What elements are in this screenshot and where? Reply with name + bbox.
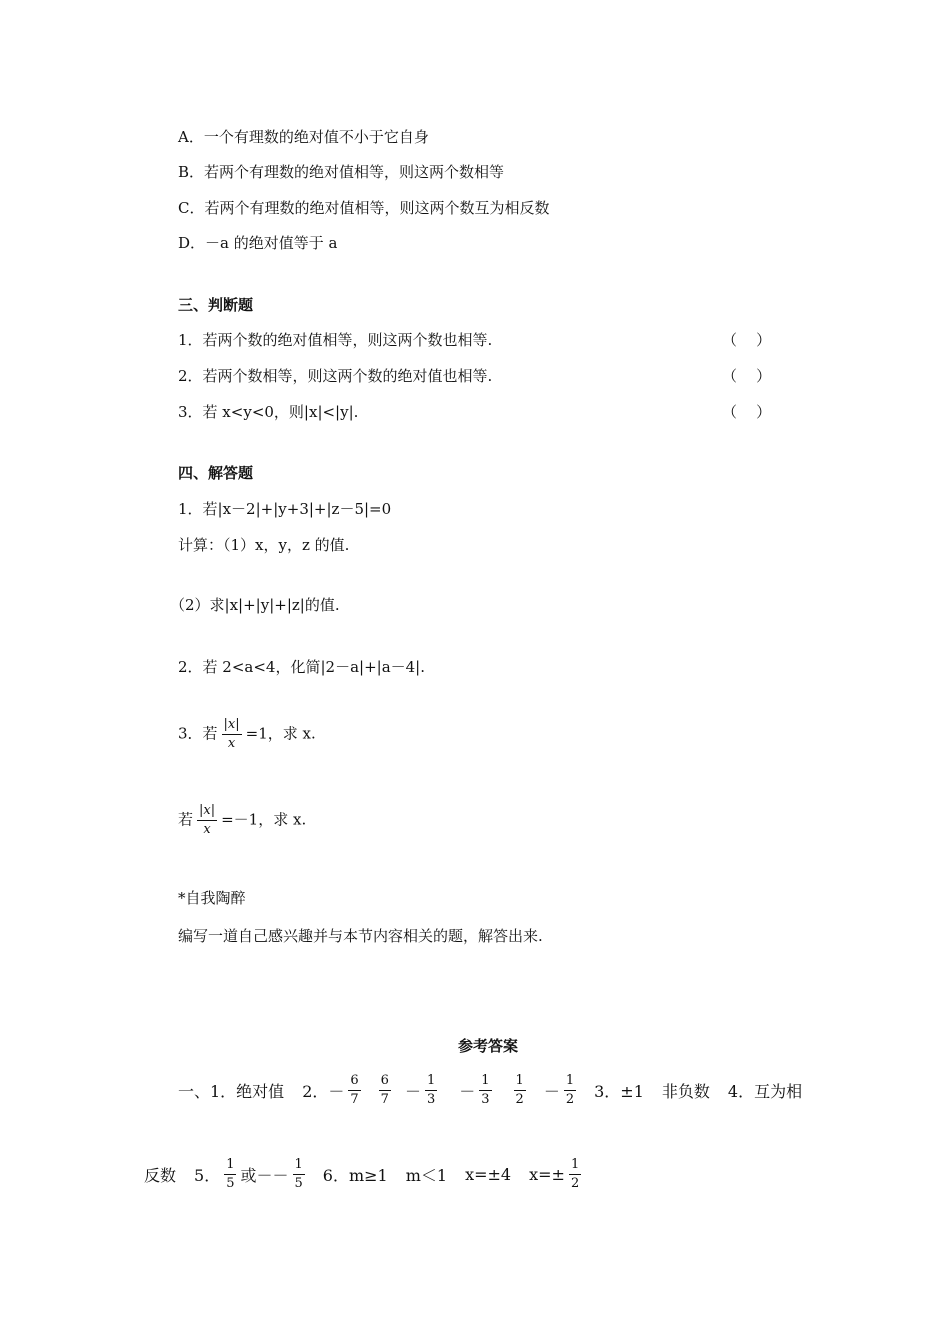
section-heading-solve: 四、解答题 [178, 464, 254, 482]
fraction [514, 1072, 526, 1109]
answer-3: 3．±1 [594, 1082, 644, 1101]
self-reflection-text: 编写一道自己感兴趣并与本节内容相关的题，解答出来. [178, 927, 543, 945]
fraction-denominator: x [203, 822, 211, 837]
fraction-denominator: 7 [380, 1092, 389, 1107]
fraction-denominator: 5 [226, 1176, 235, 1191]
answer-paren-3: （ ） [722, 403, 772, 421]
answer-2-label: 2．－ [302, 1082, 345, 1101]
question-1: 1．若|x－2|+|y+3|+|z－5|=0 [178, 500, 392, 518]
fraction-numerator: 6 [348, 1072, 360, 1091]
fraction [564, 1072, 576, 1109]
answer-6d: x=± [529, 1165, 565, 1184]
fraction-denominator: 3 [426, 1092, 436, 1107]
fraction [425, 1072, 437, 1109]
answer-6b: m＜1 [405, 1166, 448, 1185]
fraction-denominator: x [227, 736, 236, 751]
question-4-prefix: 若 [178, 810, 194, 829]
answer-3b: 非负数 [661, 1082, 710, 1101]
answer-6c: x=±4 [465, 1165, 512, 1184]
fraction-numerator: 1 [425, 1072, 437, 1091]
fraction [293, 1156, 305, 1193]
fraction-denominator: 3 [481, 1092, 490, 1107]
answers-line-1 [178, 1072, 802, 1109]
answer-paren-1: （ ） [722, 331, 772, 349]
fraction-numerator: 1 [564, 1072, 576, 1091]
fraction-denominator: 2 [515, 1092, 524, 1107]
self-reflection-title: *自我陶醉 [178, 889, 246, 907]
fraction-numerator: |x| [222, 716, 242, 735]
fraction-numerator: 1 [514, 1072, 526, 1091]
choice-c: C．若两个有理数的绝对值相等，则这两个数互为相反数 [178, 199, 550, 217]
fraction-denominator: 5 [294, 1176, 303, 1191]
answers-line-2 [144, 1156, 585, 1193]
fraction-numerator: 6 [379, 1072, 391, 1091]
question-2: 2．若 2<a<4，化简|2－a|+|a－4|. [178, 658, 426, 676]
fraction-numerator: 1 [224, 1156, 236, 1175]
minus-sign: － [459, 1082, 476, 1101]
abs-x-over-x-fraction [222, 716, 242, 753]
question-3-prefix: 3．若 [178, 724, 218, 743]
choice-b: B．若两个有理数的绝对值相等，则这两个数相等 [178, 163, 505, 181]
answer-paren-2: （ ） [722, 367, 772, 385]
fraction [379, 1072, 391, 1109]
minus-sign: － [543, 1082, 560, 1101]
question-1-part-2: （2）求|x|+|y|+|z|的值. [170, 596, 340, 614]
fraction-numerator: 1 [479, 1072, 491, 1091]
fraction [569, 1156, 581, 1193]
question-3-suffix: =1，求 x. [245, 724, 316, 743]
tf-item-1: 1．若两个数的绝对值相等，则这两个数也相等. [178, 331, 493, 349]
fraction-denominator: 2 [565, 1092, 575, 1107]
or-text: 或－－ [240, 1166, 289, 1185]
fraction-denominator: 7 [350, 1092, 359, 1107]
answer-4: 4．互为相 [727, 1082, 803, 1101]
answer-4-continued: 反数 [144, 1166, 177, 1185]
fraction-numerator: 1 [569, 1156, 581, 1175]
answer-5-label: 5． [194, 1166, 221, 1185]
tf-item-2: 2．若两个数相等，则这两个数的绝对值也相等. [178, 367, 493, 385]
fraction-denominator: 2 [570, 1176, 580, 1191]
question-1-part-1: 计算：（1）x，y，z 的值. [178, 536, 350, 554]
minus-sign: － [404, 1082, 421, 1101]
answers-title: 参考答案 [458, 1037, 519, 1055]
fraction [224, 1156, 236, 1193]
tf-item-3: 3．若 x<y<0，则|x|<|y|. [178, 403, 359, 421]
question-4-suffix: =－1，求 x. [221, 810, 307, 829]
choice-a: A．一个有理数的绝对值不小于它自身 [178, 128, 429, 146]
answer-6a: 6．m≥1 [322, 1166, 388, 1185]
fraction-numerator: 1 [293, 1156, 305, 1175]
section-heading-true-false: 三、判断题 [178, 296, 254, 314]
fraction [348, 1072, 360, 1109]
fraction-numerator: |x| [197, 802, 217, 821]
fraction [479, 1072, 491, 1109]
choice-d: D．－a 的绝对值等于 a [178, 234, 338, 252]
answer-1: 一、1．绝对值 [178, 1082, 285, 1101]
question-4 [178, 802, 306, 839]
abs-x-over-x-fraction [197, 802, 217, 839]
question-3 [178, 716, 316, 753]
